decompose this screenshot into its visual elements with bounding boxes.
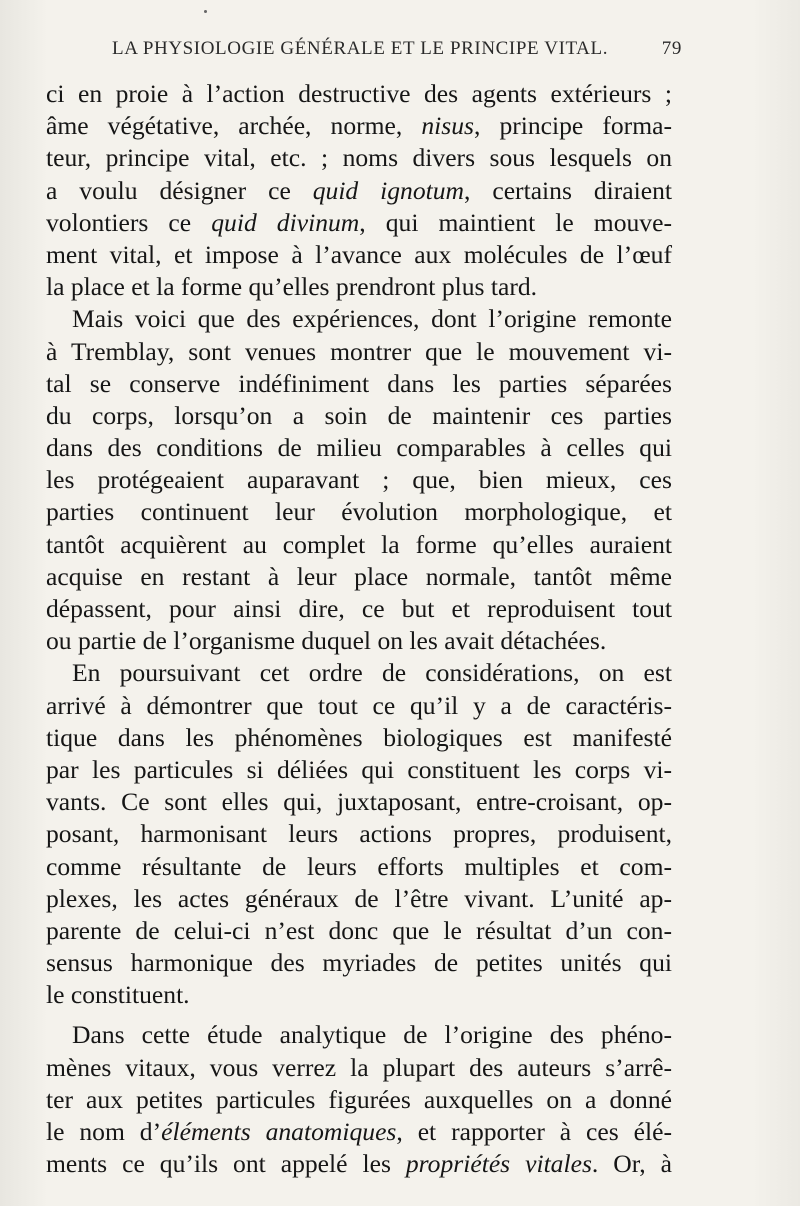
text-line [46,625,672,657]
text-segment: arrivé à démontrer que tout ce qu’il y a de caractéris- [46,690,672,720]
text-segment: ter aux petites particules figurées auxquelles on a donné [46,1084,672,1114]
text-segment: teur, principe vital, etc. ; noms divers sous lesquels on [46,143,672,173]
text-line [46,110,672,142]
text-segment: le nom d’ [46,1117,162,1146]
text-segment: parente de celui-ci n’est donc que le résultat d’un con- [46,915,672,945]
text-segment: . Or, à [591,1149,672,1179]
text-line [46,336,672,368]
text-line [46,1052,672,1084]
text-segment: du corps, lorsqu’on a soin de maintenir ces parties [46,400,672,430]
text-line [46,271,672,303]
text-line [46,1148,672,1180]
text-segment: posant, harmonisant leurs actions propres, produisent, [46,819,672,849]
text-segment: Mais voici que des expériences, dont l’origine remonte [72,304,672,334]
text-segment: sensus harmonique des myriades de petites unités qui [46,948,672,978]
text-line [46,207,672,239]
text-line [46,915,672,947]
text-line [46,368,672,400]
text-segment: parties continuent leur évolution morphologique, et [46,497,672,527]
text-segment: Dans cette étude analytique de l’origine des phéno- [72,1020,672,1050]
text-line [46,1084,672,1116]
text-segment: plexes, les actes généraux de l’être vivant. L’unité ap- [46,883,672,913]
text-segment: dans des conditions de milieu comparables à celles qui [46,433,672,463]
italic-text: quid ignotum [312,175,465,205]
text-line [46,1116,672,1148]
text-segment: le constituent. [46,980,190,1010]
italic-text: nisus [421,111,474,141]
text-line [46,432,672,464]
text-segment: vants. Ce sont elles qui, juxtaposant, entre-croisant, op- [46,787,672,817]
text-segment: dépassent, pour ainsi dire, ce but et reproduisent tout [46,594,672,623]
text-segment: En poursuivant cet ordre de considérations, on est [72,658,672,688]
text-segment: tal se conserve indéfiniment dans les parties séparées [46,368,672,398]
body-text [46,78,672,1180]
italic-text: éléments anatomiques [161,1117,397,1146]
text-segment: par les particules si déliées qui constituent les corps vi- [46,754,672,784]
text-line [46,593,672,625]
text-line [46,529,672,561]
text-line [46,464,672,496]
italic-text: propriétés vitales [405,1149,592,1179]
text-segment: ci en proie à l’action destructive des agents extérieurs ; [46,79,672,108]
text-line [46,883,672,915]
text-segment: à Tremblay, sont venues montrer que le mouvement vi- [46,336,672,366]
text-segment: volontiers ce [46,207,212,237]
text-line [46,78,672,110]
text-line [46,561,672,593]
text-segment: , principe forma- [473,111,672,141]
text-line [46,851,672,883]
text-segment: ment vital, et impose à l’avance aux molécules de l’œuf [46,239,672,269]
text-line [46,303,672,335]
paragraph-gap [46,1011,672,1019]
text-segment: la place et la forme qu’elles prendront plus tard. [46,272,538,302]
text-segment: , certains diraient [464,175,672,205]
text-segment: , et rapporter à ces élé- [396,1117,673,1146]
text-line [46,818,672,850]
italic-text: quid divinum [211,207,360,237]
text-line [46,239,672,271]
text-line [46,496,672,528]
text-line [46,400,672,432]
text-line [46,690,672,722]
text-segment: ou partie de l’organisme duquel on les avait détachées. [46,626,607,656]
text-segment: les protégeaient auparavant ; que, bien mieux, ces [46,465,672,495]
text-segment: âme végétative, archée, norme, [46,111,422,141]
text-line [46,1019,672,1051]
text-line [46,786,672,818]
text-segment: a voulu désigner ce [46,175,313,205]
text-line [46,722,672,754]
text-segment: comme résultante de leurs efforts multiples et com- [46,851,672,881]
text-segment: ments ce qu’ils ont appelé les [46,1149,406,1179]
text-line [46,175,672,207]
running-title: LA PHYSIOLOGIE GÉNÉRALE ET LE PRINCIPE VITAL. [112,38,609,59]
text-segment: mènes vitaux, vous verrez la plupart des auteurs s’arrê- [46,1052,672,1082]
text-segment: tique dans les phénomènes biologiques est manifesté [46,722,672,752]
text-line [46,657,672,689]
text-segment: tantôt acquièrent au complet la forme qu’elles auraient [46,529,672,559]
page-number: 79 [661,38,682,59]
text-line [46,754,672,786]
text-line [46,947,672,979]
text-segment: , qui maintient le mouve- [359,207,672,237]
text-segment: acquise en restant à leur place normale, tantôt même [46,561,672,591]
text-line [46,979,672,1011]
text-line [46,142,672,174]
print-speck [204,10,207,13]
